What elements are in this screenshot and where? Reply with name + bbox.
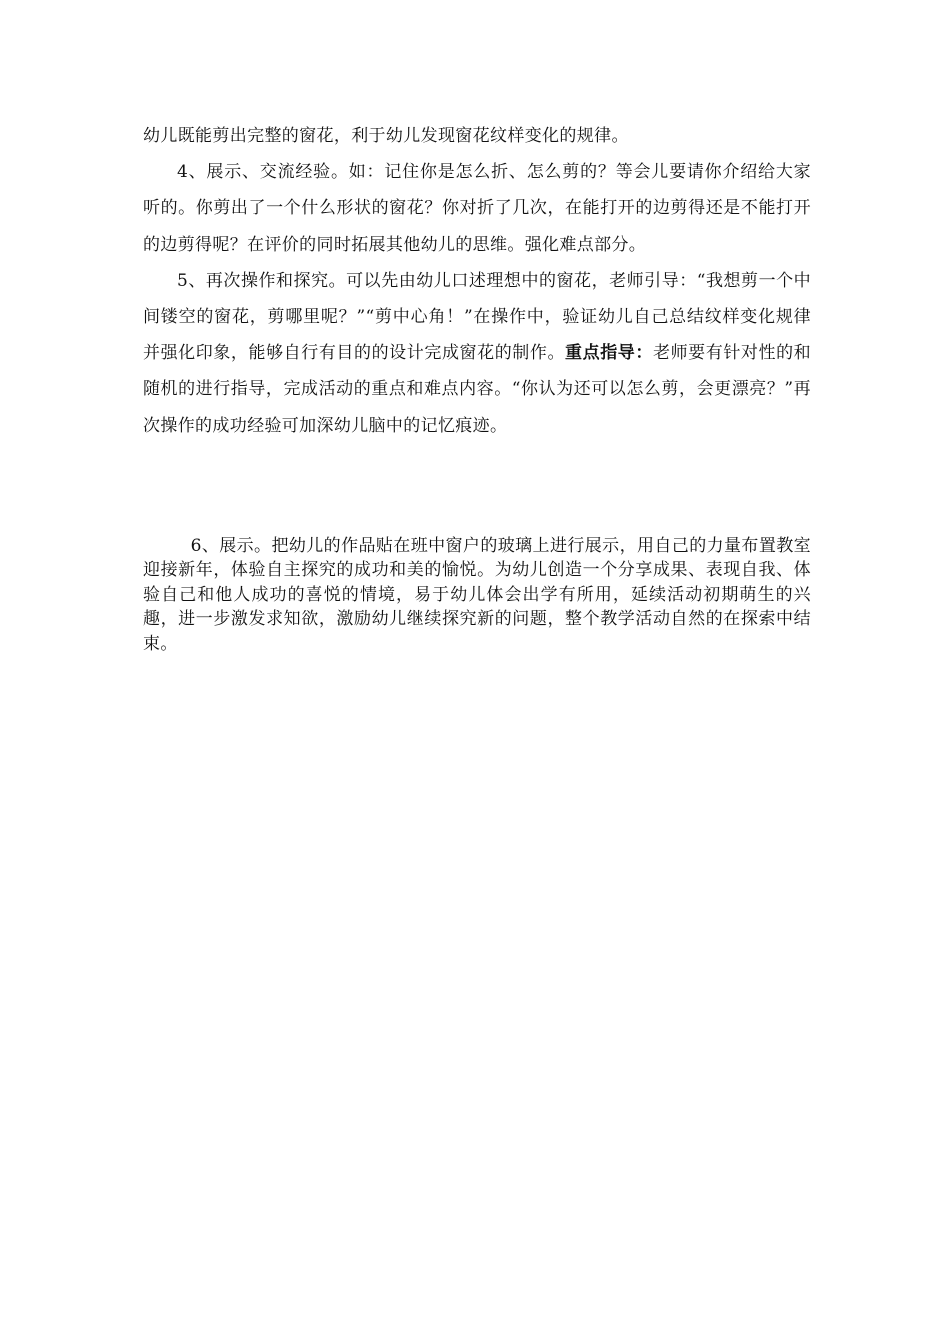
key-guidance-label: 重点指导： bbox=[565, 343, 653, 364]
paragraph-step-4: 4、展示、交流经验。如：记住你是怎么折、怎么剪的？等会儿要请你介绍给大家听的。你剪出了一个什么形状的窗花？你对折了几次，在能打开的边剪得还是不能打开的边剪得呢？在评价的同时拓展其他幼儿的思维。强化难点部分。 bbox=[143, 162, 811, 255]
loose-spaced-section bbox=[143, 118, 811, 444]
paragraph-step-5-text-b: 老师要有针对性的和随机的进行指导，完成活动的重点和难点内容。“你认为还可以怎么剪，会更漂亮？”再次操作的成功经验可加深幼儿脑中的记忆痕迹。 bbox=[143, 343, 812, 436]
paragraph-continuation: 幼儿既能剪出完整的窗花，利于幼儿发现窗花纹样变化的规律。 bbox=[143, 126, 629, 146]
paragraph-step-5-text-a: 5、再次操作和探究。可以先由幼儿口述理想中的窗花，老师引导：“我想剪一个中间镂空的窗花，剪哪里呢？”“剪中心角！”在操作中，验证幼儿自己总结纹样变化规律并强化印象，能够自行有目的的设计完成窗花的制作。 bbox=[143, 270, 811, 364]
tight-spaced-section bbox=[143, 534, 811, 656]
paragraph-step-5 bbox=[143, 263, 811, 444]
paragraph-step-6: 6、展示。把幼儿的作品贴在班中窗户的玻璃上进行展示，用自己的力量布置教室迎接新年，体验自主探究的成功和美的愉悦。为幼儿创造一个分享成果、表现自我、体验自己和他人成功的喜悦的情境，易于幼儿体会出学有所用，延续活动初期萌生的兴趣，进一步激发求知欲，激励幼儿继续探究新的问题，整个教学活动自然的在探索中结束。 bbox=[143, 536, 811, 654]
